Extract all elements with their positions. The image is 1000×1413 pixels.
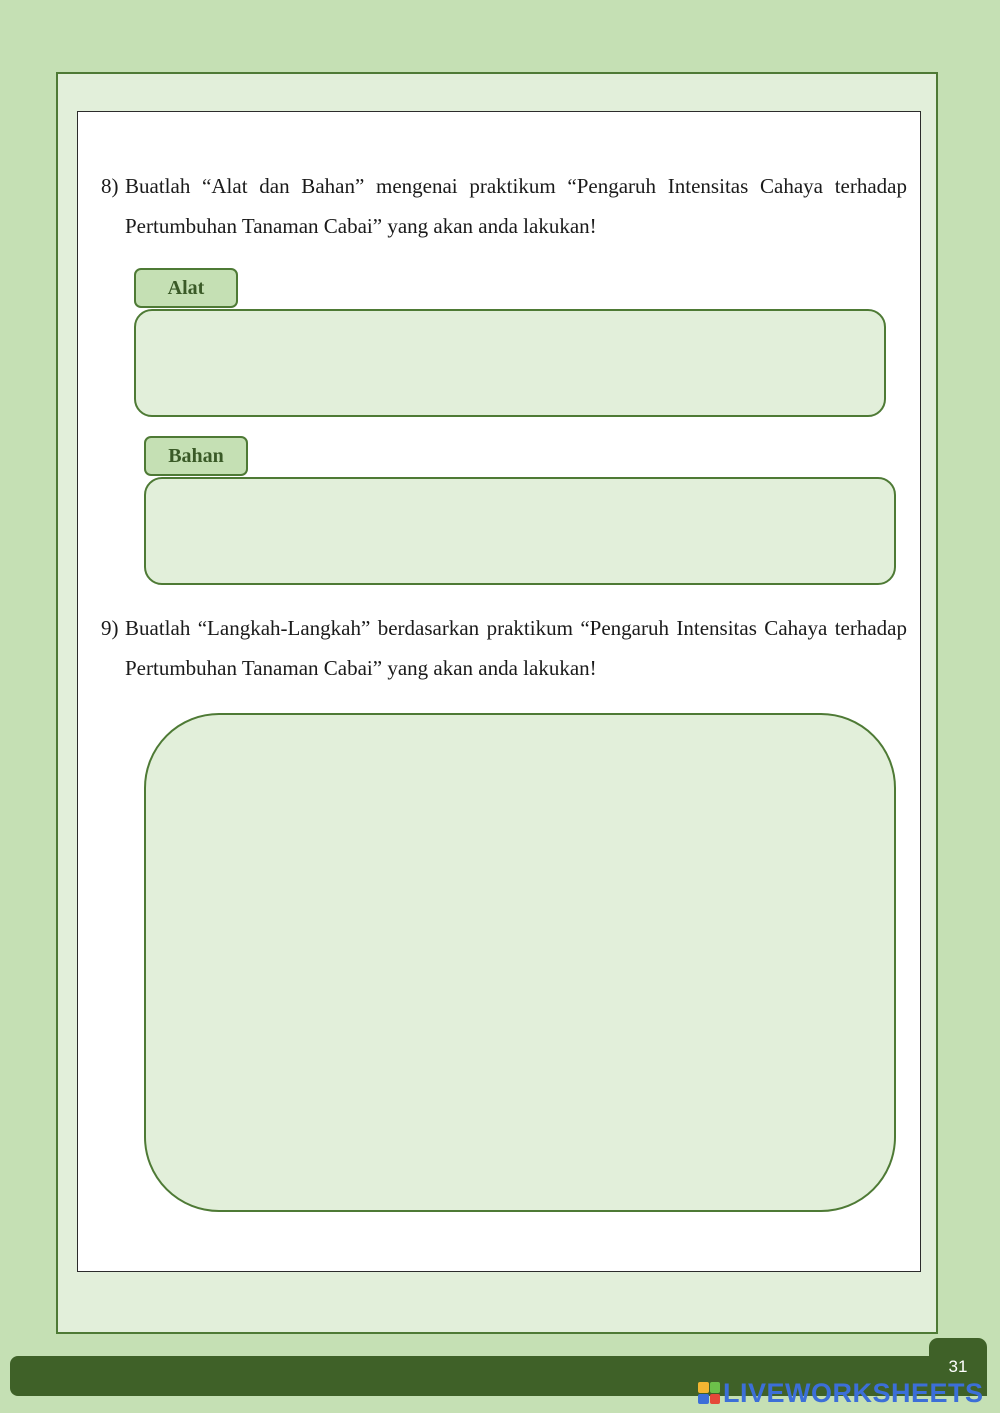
page-number: 31 bbox=[929, 1338, 987, 1396]
alat-label: Alat bbox=[134, 268, 238, 308]
langkah-answer-box[interactable] bbox=[144, 713, 896, 1212]
question-text: Buatlah “Alat dan Bahan” mengenai praktikum “Pengaruh Intensitas Cahaya terhadap Pertumbuhan Tanaman Cabai” yang akan anda lakukan! bbox=[125, 174, 907, 238]
alat-answer-box[interactable] bbox=[134, 309, 886, 417]
brand-text: LIVEWORKSHEETS bbox=[723, 1377, 984, 1408]
liveworksheets-logo-icon bbox=[698, 1382, 720, 1404]
bahan-label: Bahan bbox=[144, 436, 248, 476]
question-number: 8) bbox=[101, 174, 119, 198]
question-number: 9) bbox=[101, 616, 119, 640]
question-text: Buatlah “Langkah-Langkah” berdasarkan praktikum “Pengaruh Intensitas Cahaya terhadap Pertumbuhan Tanaman Cabai” yang akan anda lakukan! bbox=[125, 616, 907, 680]
bahan-answer-box[interactable] bbox=[144, 477, 896, 585]
liveworksheets-brand bbox=[698, 1378, 984, 1408]
